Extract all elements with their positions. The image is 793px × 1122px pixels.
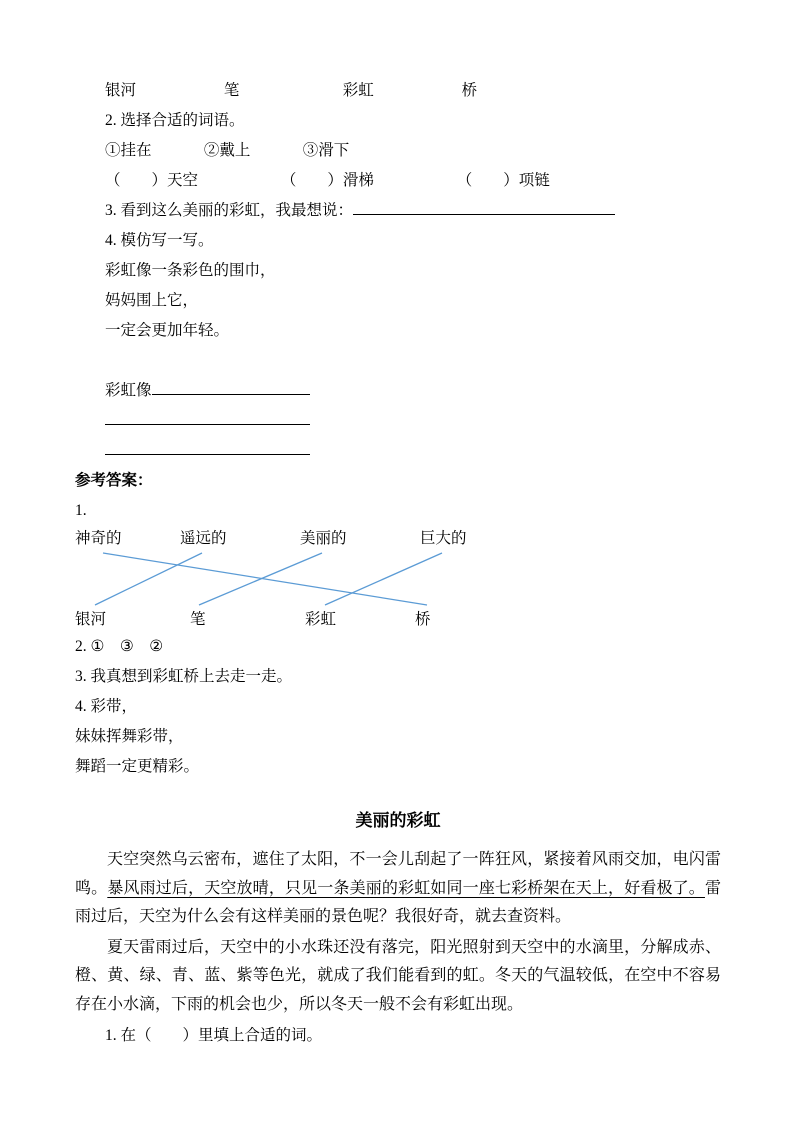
spacer-line xyxy=(75,346,721,376)
option-item: ③滑下 xyxy=(302,142,350,159)
option-item: ②戴上 xyxy=(203,142,251,159)
question-2-options xyxy=(75,136,721,166)
answer-blank-row xyxy=(75,406,721,436)
match-bottom-row xyxy=(75,607,721,632)
answer-key-heading: 参考答案： xyxy=(75,472,153,489)
word-bank-row xyxy=(75,76,721,106)
answer-blank-line xyxy=(105,439,310,455)
match-top-word: 巨大的 xyxy=(420,530,467,547)
answer-blank-row xyxy=(75,436,721,466)
page-content xyxy=(75,76,721,1051)
example-poem-line: 一定会更加年轻。 xyxy=(105,322,230,339)
example-poem-line: 妈妈围上它， xyxy=(105,292,199,309)
question-4-prompt: 彩虹像 xyxy=(105,382,152,399)
answer-2: 2. ① ③ ② xyxy=(75,638,164,655)
match-bottom-word: 银河 xyxy=(75,611,107,628)
match-top-word: 神奇的 xyxy=(75,530,122,547)
match-lines-drawing xyxy=(75,551,720,607)
option-item: ①挂在 xyxy=(105,142,152,159)
match-top-word: 美丽的 xyxy=(300,530,347,547)
match-bottom-word: 笔 xyxy=(190,611,206,628)
fill-blank-item: （ ）滑梯 xyxy=(280,172,374,189)
question-4-label: 4. 模仿写一写。 xyxy=(105,232,214,249)
question-3-row xyxy=(75,196,721,226)
answer-blank-line xyxy=(353,199,615,215)
paragraph-text: 天空突然乌云密布，遮住了太阳，不一会儿刮起了一阵狂风，紧接着风雨交加，电闪雷鸣。 xyxy=(75,851,721,897)
answer-1-label: 1. xyxy=(75,502,87,519)
match-top-row xyxy=(75,526,721,551)
reading-paragraph-1 xyxy=(75,846,721,932)
match-line-1 xyxy=(103,553,427,605)
answer-4-line: 舞蹈一定更精彩。 xyxy=(75,758,200,775)
answer-blank-line xyxy=(105,409,310,425)
fill-blank-item: （ ）天空 xyxy=(105,172,199,189)
answer-3: 3. 我真想到彩虹桥上去走一走。 xyxy=(75,668,293,685)
word-bank-item: 彩虹 xyxy=(342,82,374,99)
reading-paragraph-2: 夏天雷雨过后，天空中的小水珠还没有落完，阳光照射到天空中的水滴里，分解成赤、橙、黄、绿、青、蓝、紫等色光，就成了我们能看到的虹。冬天的气温较低，在空中不容易存在小水滴，下雨的机会也少，所以冬天一般不会有彩虹出现。 xyxy=(75,938,721,1013)
match-line-4 xyxy=(325,553,442,605)
match-bottom-word: 彩虹 xyxy=(305,611,337,628)
question-4-answer-row xyxy=(75,376,721,406)
reading-title: 美丽的彩虹 xyxy=(355,811,441,830)
fill-blank-item: （ ）项链 xyxy=(456,172,550,189)
underlined-sentence: 暴风雨过后，天空放晴，只见一条美丽的彩虹如同一座七彩桥架在天上，好看极了。 xyxy=(107,879,705,897)
question-3-label: 3. 看到这么美丽的彩虹，我最想说： xyxy=(105,202,354,219)
match-line-3 xyxy=(199,553,322,605)
word-bank-item: 桥 xyxy=(461,82,478,99)
match-bottom-word: 桥 xyxy=(415,611,431,628)
word-bank-item: 笔 xyxy=(223,82,240,99)
answer-4-line: 4. 彩带， xyxy=(75,698,138,715)
reading-question-1: 1. 在（ ）里填上合适的词。 xyxy=(105,1027,323,1044)
word-bank-item: 银河 xyxy=(105,82,137,99)
question-2-label: 2. 选择合适的词语。 xyxy=(105,112,245,129)
answer-4-line: 妹妹挥舞彩带， xyxy=(75,728,184,745)
paragraph-text: 雷雨过后，天空为什么会有这样美丽的景色呢？我很好奇，就去查资料。 xyxy=(75,879,721,925)
question-2-blanks xyxy=(75,166,721,196)
example-poem-line: 彩虹像一条彩色的围巾， xyxy=(105,262,276,279)
match-top-word: 遥远的 xyxy=(180,530,227,547)
answer-blank-line xyxy=(152,379,310,395)
